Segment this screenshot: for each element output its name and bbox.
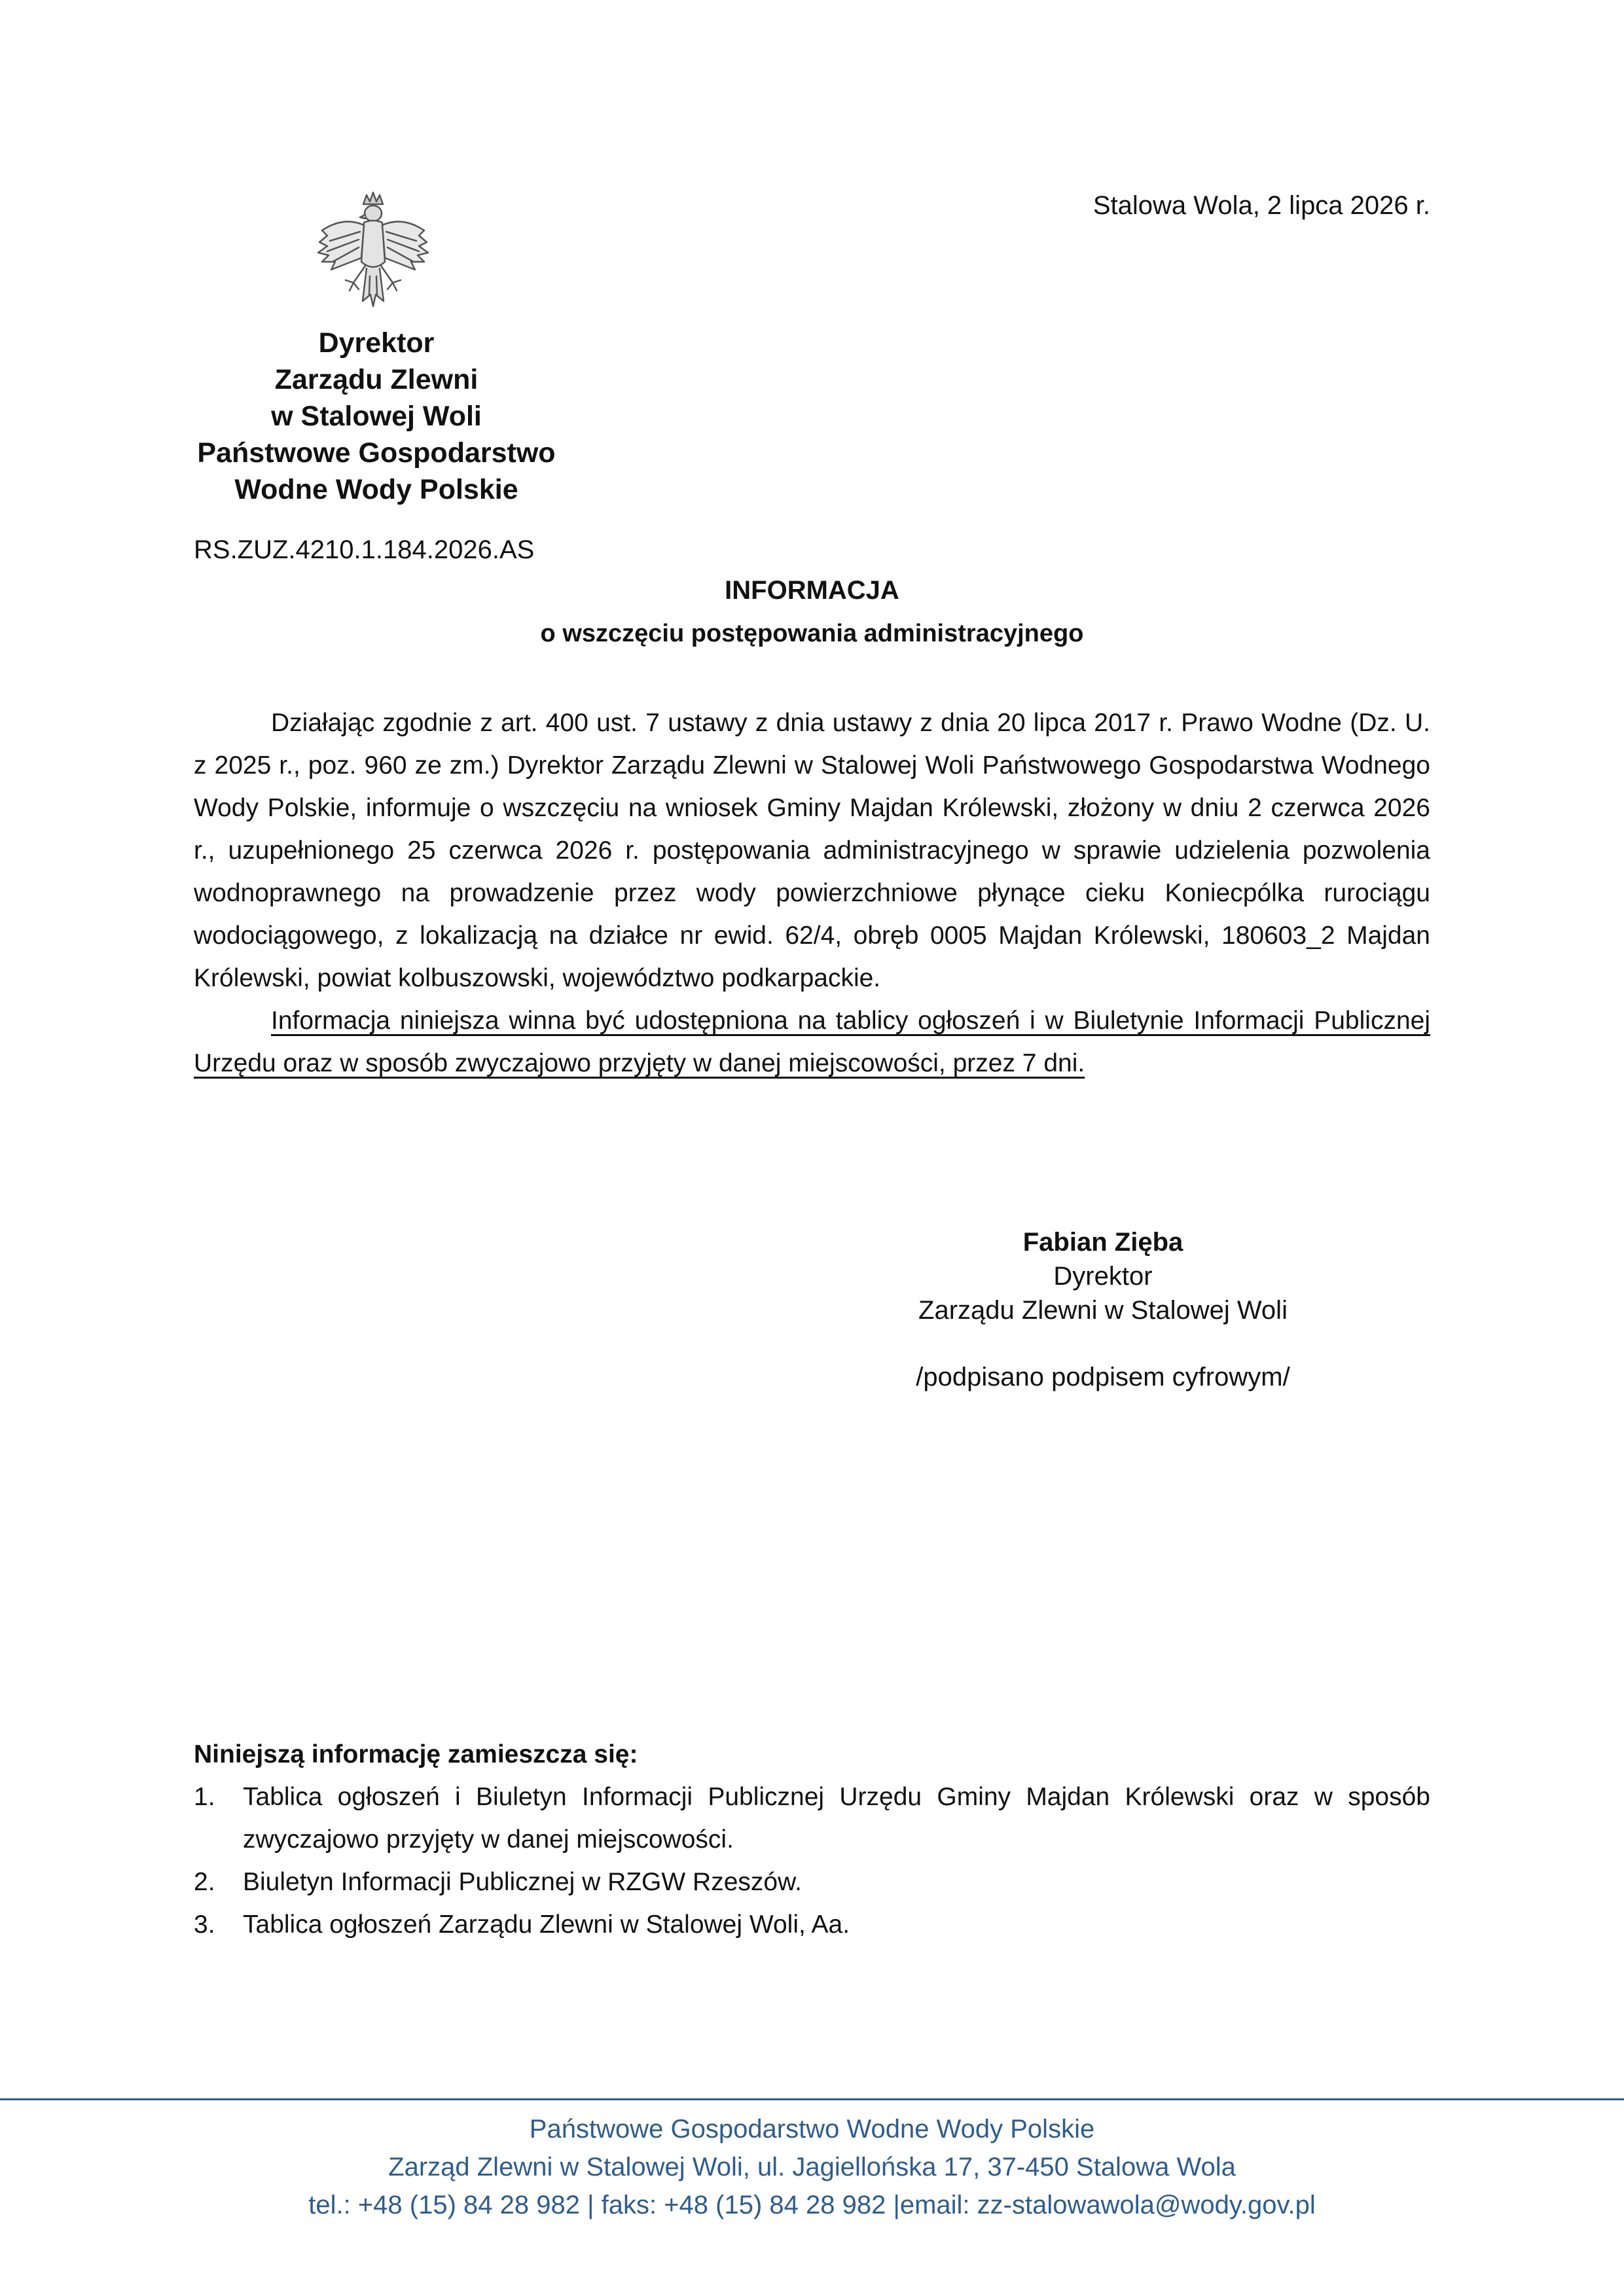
body-paragraph: Działając zgodnie z art. 400 ust. 7 ustawy z dnia ustawy z dnia 20 lipca 2017 r. Prawo Wodne (Dz. U. z 2025 r., poz. 960 ze zm.) Dyrektor Zarządu Zlewni w Stalowej Woli Państwowego Gospodarstwa Wodnego Wody Polskie, informuje o wszczęciu na wniosek Gminy Majdan Królewski, złożony w dniu 2 czerwca 2026 r., uzupełnionego 25 czerwca 2026 r. postępowania administracyjnego w sprawie udzielenia pozwolenia wodnoprawnego na prowadzenie przez wody powierzchniowe płynące cieku Koniecpólka rurociągu wodociągowego, z lokalizacją na działce nr ewid. 62/4, obręb 0005 Majdan Królewski, 180603_2 Majdan Królewski, powiat kolbuszowski, województwo podkarpackie. xyxy=(194,709,1430,992)
footer-divider xyxy=(0,2098,1624,2100)
authority-line: Państwowe Gospodarstwo xyxy=(197,437,556,469)
document-body xyxy=(194,702,1430,1085)
publication-instruction-paragraph: Informacja niniejsza winna być udostępniona na tablicy ogłoszeń i w Biuletynie Informacji Publicznej Urzędu oraz w sposób zwyczajowo przyjęty w danej miejscowości, przez 7 dni. xyxy=(194,1007,1430,1077)
list-item-text: Tablica ogłoszeń Zarządu Zlewni w Stalowej Woli, Aa. xyxy=(243,1910,850,1939)
authority-line: w Stalowej Woli xyxy=(271,401,482,432)
case-reference-number: RS.ZUZ.4210.1.184.2026.AS xyxy=(194,535,535,564)
list-item-number: 1. xyxy=(194,1783,215,1811)
signatory-name: Fabian Zięba xyxy=(1022,1228,1183,1257)
list-item-text: Tablica ogłoszeń i Biuletyn Informacji Publicznej Urzędu Gminy Majdan Królewski oraz w sposób zwyczajowo przyjęty w danej miejscowości. xyxy=(243,1783,1430,1854)
list-item xyxy=(194,1776,1430,1861)
digital-signature-note: /podpisano podpisem cyfrowym/ xyxy=(916,1363,1290,1391)
document-title: INFORMACJA xyxy=(725,576,899,605)
signatory-role: Dyrektor xyxy=(1053,1262,1153,1291)
document-subtitle: o wszczęciu postępowania administracyjnego xyxy=(540,620,1084,647)
document-date: Stalowa Wola, 2 lipca 2026 r. xyxy=(1092,191,1430,220)
signature-block xyxy=(838,1225,1368,1394)
footer-organization: Państwowe Gospodarstwo Wodne Wody Polskie xyxy=(529,2115,1095,2144)
polish-eagle-emblem-icon xyxy=(308,190,439,321)
footer-address: Zarząd Zlewni w Stalowej Woli, ul. Jagiellońska 17, 37-450 Stalowa Wola xyxy=(388,2153,1236,2181)
issuing-authority xyxy=(183,325,569,508)
list-item xyxy=(194,1861,1430,1903)
authority-line: Zarządu Zlewni xyxy=(274,364,478,395)
distribution-items xyxy=(194,1776,1430,1946)
page-footer xyxy=(0,2110,1624,2224)
distribution-list xyxy=(194,1733,1430,1946)
distribution-heading: Niniejszą informację zamieszcza się: xyxy=(194,1740,638,1768)
list-item xyxy=(194,1903,1430,1946)
authority-line: Wodne Wody Polskie xyxy=(234,474,518,505)
list-item-text: Biuletyn Informacji Publicznej w RZGW Rzeszów. xyxy=(243,1868,802,1896)
footer-contact: tel.: +48 (15) 84 28 982 | faks: +48 (15) 84 28 982 |email: zz-stalowawola@wody.gov.pl xyxy=(308,2191,1316,2219)
signatory-unit: Zarządu Zlewni w Stalowej Woli xyxy=(918,1296,1288,1325)
authority-line: Dyrektor xyxy=(318,327,435,359)
list-item-number: 2. xyxy=(194,1868,215,1896)
list-item-number: 3. xyxy=(194,1910,215,1939)
